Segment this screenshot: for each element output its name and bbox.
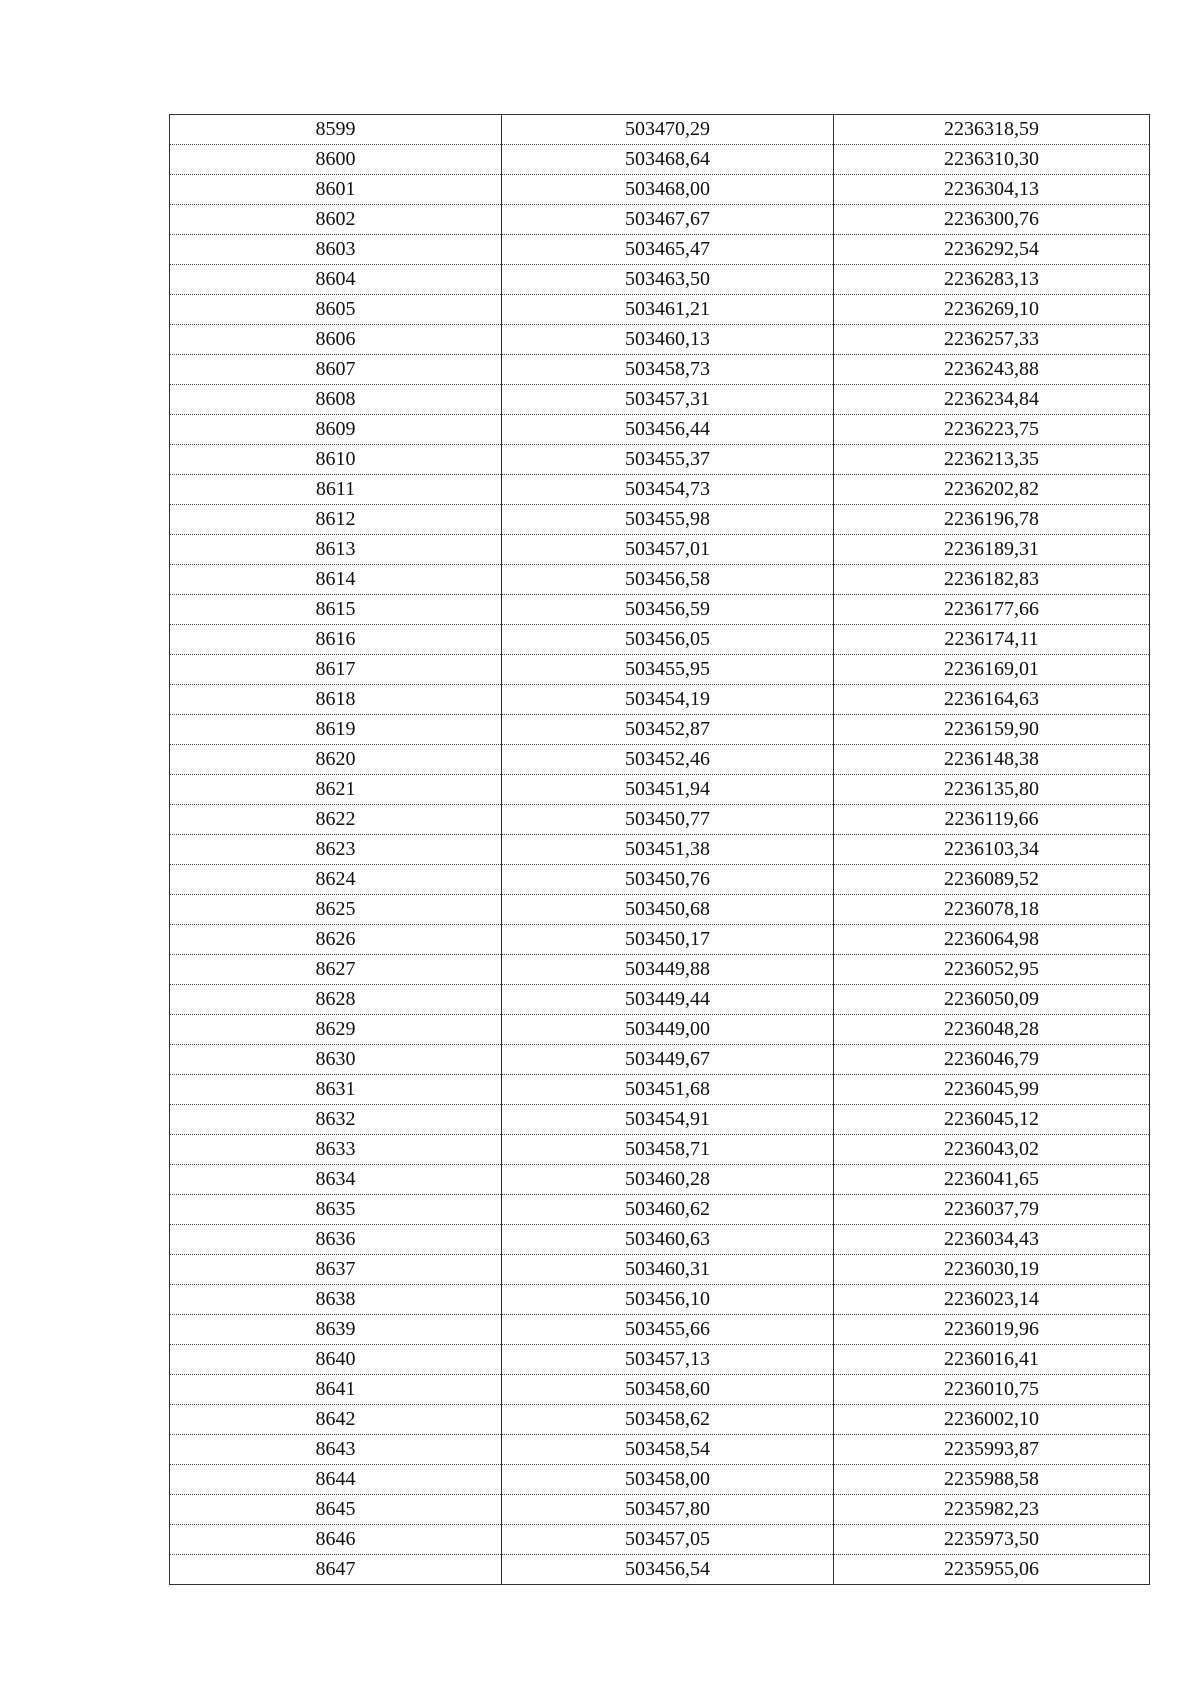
table-row (170, 985, 1150, 1015)
y-coordinate-cell: 2236048,28 (834, 1015, 1150, 1045)
y-coordinate-cell: 2236023,14 (834, 1285, 1150, 1315)
table-row (170, 1135, 1150, 1165)
table-row (170, 475, 1150, 505)
x-coordinate-cell: 503456,05 (502, 625, 834, 655)
table-row (170, 145, 1150, 175)
point-number-cell: 8619 (170, 715, 502, 745)
y-coordinate-cell: 2236089,52 (834, 865, 1150, 895)
y-coordinate-cell: 2236304,13 (834, 175, 1150, 205)
table-row (170, 715, 1150, 745)
table-row (170, 205, 1150, 235)
table-row (170, 295, 1150, 325)
x-coordinate-cell: 503468,00 (502, 175, 834, 205)
x-coordinate-cell: 503463,50 (502, 265, 834, 295)
table-row (170, 445, 1150, 475)
x-coordinate-cell: 503449,67 (502, 1045, 834, 1075)
x-coordinate-cell: 503458,54 (502, 1435, 834, 1465)
x-coordinate-cell: 503456,54 (502, 1555, 834, 1585)
x-coordinate-cell: 503455,37 (502, 445, 834, 475)
y-coordinate-cell: 2236243,88 (834, 355, 1150, 385)
point-number-cell: 8613 (170, 535, 502, 565)
table-row (170, 385, 1150, 415)
y-coordinate-cell: 2236202,82 (834, 475, 1150, 505)
y-coordinate-cell: 2236078,18 (834, 895, 1150, 925)
x-coordinate-cell: 503470,29 (502, 115, 834, 145)
y-coordinate-cell: 2236223,75 (834, 415, 1150, 445)
table-row (170, 1525, 1150, 1555)
x-coordinate-cell: 503454,73 (502, 475, 834, 505)
x-coordinate-cell: 503449,88 (502, 955, 834, 985)
table-row (170, 115, 1150, 145)
table-row (170, 685, 1150, 715)
table-row (170, 1555, 1150, 1585)
x-coordinate-cell: 503458,00 (502, 1465, 834, 1495)
y-coordinate-cell: 2235993,87 (834, 1435, 1150, 1465)
point-number-cell: 8634 (170, 1165, 502, 1195)
point-number-cell: 8629 (170, 1015, 502, 1045)
point-number-cell: 8641 (170, 1375, 502, 1405)
y-coordinate-cell: 2236045,99 (834, 1075, 1150, 1105)
x-coordinate-cell: 503460,28 (502, 1165, 834, 1195)
point-number-cell: 8615 (170, 595, 502, 625)
x-coordinate-cell: 503450,17 (502, 925, 834, 955)
x-coordinate-cell: 503451,94 (502, 775, 834, 805)
point-number-cell: 8635 (170, 1195, 502, 1225)
point-number-cell: 8637 (170, 1255, 502, 1285)
y-coordinate-cell: 2236043,02 (834, 1135, 1150, 1165)
table-row (170, 1375, 1150, 1405)
table-row (170, 505, 1150, 535)
point-number-cell: 8640 (170, 1345, 502, 1375)
x-coordinate-cell: 503468,64 (502, 145, 834, 175)
y-coordinate-cell: 2236213,35 (834, 445, 1150, 475)
point-number-cell: 8646 (170, 1525, 502, 1555)
table-row (170, 1015, 1150, 1045)
point-number-cell: 8617 (170, 655, 502, 685)
point-number-cell: 8626 (170, 925, 502, 955)
y-coordinate-cell: 2236002,10 (834, 1405, 1150, 1435)
point-number-cell: 8630 (170, 1045, 502, 1075)
table-row (170, 895, 1150, 925)
point-number-cell: 8628 (170, 985, 502, 1015)
x-coordinate-cell: 503460,62 (502, 1195, 834, 1225)
coordinates-table (169, 114, 1150, 1585)
table-row (170, 835, 1150, 865)
y-coordinate-cell: 2236050,09 (834, 985, 1150, 1015)
point-number-cell: 8645 (170, 1495, 502, 1525)
x-coordinate-cell: 503454,91 (502, 1105, 834, 1135)
table-row (170, 1045, 1150, 1075)
point-number-cell: 8618 (170, 685, 502, 715)
x-coordinate-cell: 503455,66 (502, 1315, 834, 1345)
point-number-cell: 8625 (170, 895, 502, 925)
point-number-cell: 8616 (170, 625, 502, 655)
x-coordinate-cell: 503460,31 (502, 1255, 834, 1285)
y-coordinate-cell: 2236041,65 (834, 1165, 1150, 1195)
point-number-cell: 8647 (170, 1555, 502, 1585)
x-coordinate-cell: 503456,10 (502, 1285, 834, 1315)
y-coordinate-cell: 2236119,66 (834, 805, 1150, 835)
x-coordinate-cell: 503460,13 (502, 325, 834, 355)
y-coordinate-cell: 2236177,66 (834, 595, 1150, 625)
table-row (170, 775, 1150, 805)
y-coordinate-cell: 2236135,80 (834, 775, 1150, 805)
point-number-cell: 8622 (170, 805, 502, 835)
x-coordinate-cell: 503450,68 (502, 895, 834, 925)
table-row (170, 1105, 1150, 1135)
table-row (170, 1405, 1150, 1435)
x-coordinate-cell: 503452,87 (502, 715, 834, 745)
point-number-cell: 8624 (170, 865, 502, 895)
point-number-cell: 8601 (170, 175, 502, 205)
table-row (170, 1435, 1150, 1465)
table-row (170, 1195, 1150, 1225)
point-number-cell: 8621 (170, 775, 502, 805)
x-coordinate-cell: 503457,13 (502, 1345, 834, 1375)
y-coordinate-cell: 2236318,59 (834, 115, 1150, 145)
point-number-cell: 8599 (170, 115, 502, 145)
table-row (170, 925, 1150, 955)
x-coordinate-cell: 503456,44 (502, 415, 834, 445)
table-row (170, 805, 1150, 835)
y-coordinate-cell: 2236283,13 (834, 265, 1150, 295)
x-coordinate-cell: 503456,58 (502, 565, 834, 595)
table-row (170, 175, 1150, 205)
point-number-cell: 8603 (170, 235, 502, 265)
y-coordinate-cell: 2235988,58 (834, 1465, 1150, 1495)
x-coordinate-cell: 503458,62 (502, 1405, 834, 1435)
x-coordinate-cell: 503460,63 (502, 1225, 834, 1255)
table-row (170, 565, 1150, 595)
point-number-cell: 8609 (170, 415, 502, 445)
point-number-cell: 8605 (170, 295, 502, 325)
table-row (170, 865, 1150, 895)
table-row (170, 415, 1150, 445)
table-row (170, 1465, 1150, 1495)
y-coordinate-cell: 2236034,43 (834, 1225, 1150, 1255)
y-coordinate-cell: 2235982,23 (834, 1495, 1150, 1525)
point-number-cell: 8644 (170, 1465, 502, 1495)
y-coordinate-cell: 2236019,96 (834, 1315, 1150, 1345)
table-row (170, 745, 1150, 775)
table-row (170, 1225, 1150, 1255)
point-number-cell: 8632 (170, 1105, 502, 1135)
x-coordinate-cell: 503455,95 (502, 655, 834, 685)
y-coordinate-cell: 2236300,76 (834, 205, 1150, 235)
table-row (170, 1495, 1150, 1525)
y-coordinate-cell: 2236174,11 (834, 625, 1150, 655)
point-number-cell: 8610 (170, 445, 502, 475)
point-number-cell: 8600 (170, 145, 502, 175)
y-coordinate-cell: 2235955,06 (834, 1555, 1150, 1585)
table-row (170, 1345, 1150, 1375)
x-coordinate-cell: 503451,68 (502, 1075, 834, 1105)
y-coordinate-cell: 2236234,84 (834, 385, 1150, 415)
point-number-cell: 8602 (170, 205, 502, 235)
point-number-cell: 8607 (170, 355, 502, 385)
point-number-cell: 8627 (170, 955, 502, 985)
point-number-cell: 8633 (170, 1135, 502, 1165)
y-coordinate-cell: 2236159,90 (834, 715, 1150, 745)
point-number-cell: 8631 (170, 1075, 502, 1105)
x-coordinate-cell: 503450,76 (502, 865, 834, 895)
table-row (170, 325, 1150, 355)
y-coordinate-cell: 2236045,12 (834, 1105, 1150, 1135)
point-number-cell: 8638 (170, 1285, 502, 1315)
table-row (170, 955, 1150, 985)
y-coordinate-cell: 2236046,79 (834, 1045, 1150, 1075)
table-row (170, 1255, 1150, 1285)
x-coordinate-cell: 503457,80 (502, 1495, 834, 1525)
table-row (170, 535, 1150, 565)
y-coordinate-cell: 2236037,79 (834, 1195, 1150, 1225)
y-coordinate-cell: 2236148,38 (834, 745, 1150, 775)
x-coordinate-cell: 503449,44 (502, 985, 834, 1015)
y-coordinate-cell: 2236052,95 (834, 955, 1150, 985)
point-number-cell: 8606 (170, 325, 502, 355)
x-coordinate-cell: 503461,21 (502, 295, 834, 325)
x-coordinate-cell: 503457,01 (502, 535, 834, 565)
x-coordinate-cell: 503465,47 (502, 235, 834, 265)
y-coordinate-cell: 2235973,50 (834, 1525, 1150, 1555)
y-coordinate-cell: 2236196,78 (834, 505, 1150, 535)
x-coordinate-cell: 503458,73 (502, 355, 834, 385)
x-coordinate-cell: 503451,38 (502, 835, 834, 865)
y-coordinate-cell: 2236169,01 (834, 655, 1150, 685)
table-row (170, 625, 1150, 655)
x-coordinate-cell: 503457,31 (502, 385, 834, 415)
x-coordinate-cell: 503455,98 (502, 505, 834, 535)
y-coordinate-cell: 2236189,31 (834, 535, 1150, 565)
point-number-cell: 8612 (170, 505, 502, 535)
point-number-cell: 8604 (170, 265, 502, 295)
point-number-cell: 8642 (170, 1405, 502, 1435)
y-coordinate-cell: 2236269,10 (834, 295, 1150, 325)
table-row (170, 355, 1150, 385)
table-row (170, 595, 1150, 625)
x-coordinate-cell: 503457,05 (502, 1525, 834, 1555)
x-coordinate-cell: 503450,77 (502, 805, 834, 835)
table-row (170, 265, 1150, 295)
x-coordinate-cell: 503454,19 (502, 685, 834, 715)
x-coordinate-cell: 503458,71 (502, 1135, 834, 1165)
coordinates-table-body (170, 115, 1150, 1585)
y-coordinate-cell: 2236103,34 (834, 835, 1150, 865)
y-coordinate-cell: 2236182,83 (834, 565, 1150, 595)
point-number-cell: 8611 (170, 475, 502, 505)
x-coordinate-cell: 503467,67 (502, 205, 834, 235)
y-coordinate-cell: 2236010,75 (834, 1375, 1150, 1405)
point-number-cell: 8643 (170, 1435, 502, 1465)
y-coordinate-cell: 2236292,54 (834, 235, 1150, 265)
x-coordinate-cell: 503458,60 (502, 1375, 834, 1405)
y-coordinate-cell: 2236164,63 (834, 685, 1150, 715)
y-coordinate-cell: 2236016,41 (834, 1345, 1150, 1375)
point-number-cell: 8623 (170, 835, 502, 865)
y-coordinate-cell: 2236310,30 (834, 145, 1150, 175)
y-coordinate-cell: 2236257,33 (834, 325, 1150, 355)
x-coordinate-cell: 503449,00 (502, 1015, 834, 1045)
table-row (170, 235, 1150, 265)
x-coordinate-cell: 503452,46 (502, 745, 834, 775)
point-number-cell: 8614 (170, 565, 502, 595)
table-row (170, 1165, 1150, 1195)
x-coordinate-cell: 503456,59 (502, 595, 834, 625)
y-coordinate-cell: 2236030,19 (834, 1255, 1150, 1285)
table-row (170, 1285, 1150, 1315)
y-coordinate-cell: 2236064,98 (834, 925, 1150, 955)
point-number-cell: 8639 (170, 1315, 502, 1345)
table-row (170, 1315, 1150, 1345)
point-number-cell: 8608 (170, 385, 502, 415)
table-row (170, 655, 1150, 685)
table-row (170, 1075, 1150, 1105)
point-number-cell: 8636 (170, 1225, 502, 1255)
point-number-cell: 8620 (170, 745, 502, 775)
